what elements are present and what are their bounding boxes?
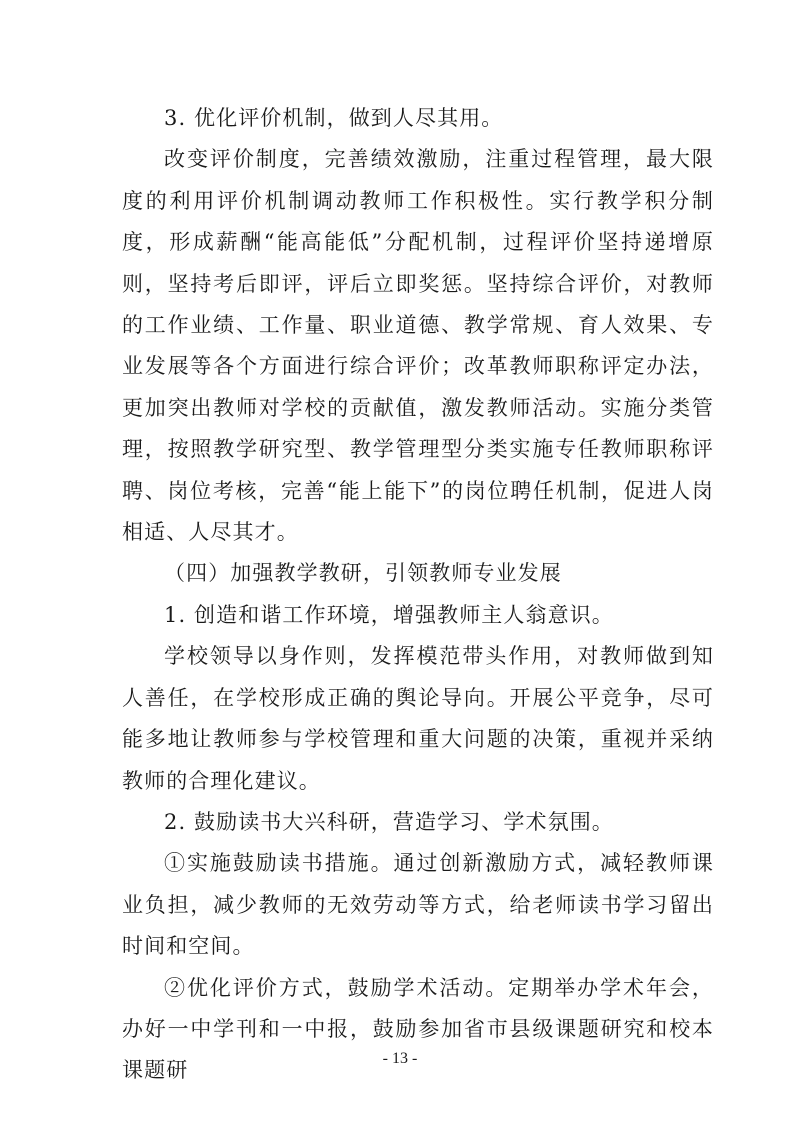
section-heading-teaching-research: （四）加强教学教研，引领教师专业发展: [164, 561, 562, 586]
document-body: [122, 98, 714, 1092]
paragraph-academic-activities: ②优化评价方式，鼓励学术活动。定期举办学术年会，办好一中学刊和一中报，鼓励参加省市县级课题研究和校本课题研: [122, 975, 714, 1083]
subheading-reading-research: 2. 鼓励读书大兴科研，营造学习、学术氛围。: [164, 809, 614, 834]
paragraph-school-leadership: 学校领导以身作则，发挥模范带头作用，对教师做到知人善任，在学校形成正确的舆论导向。开展公平竞争，尽可能多地让教师参与学校管理和重大问题的决策，重视并采纳教师的合理化建议。: [122, 644, 714, 793]
paragraph-reading-measures: ①实施鼓励读书措施。通过创新激励方式，减轻教师课业负担，减少教师的无效劳动等方式，给老师读书学习留出时间和空间。: [122, 851, 714, 959]
paragraph-evaluation-reform: 改变评价制度，完善绩效激励，注重过程管理，最大限度的利用评价机制调动教师工作积极性。实行教学积分制度，形成薪酬“能高能低”分配机制，过程评价坚持递增原则，坚持考后即评，评后立即奖惩。坚持综合评价，对教师的工作业绩、工作量、职业道德、教学常规、育人效果、专业发展等各个方面进行综合评价；改革教师职称评定办法，更加突出教师对学校的贡献值，激发教师活动。实施分类管理，按照教学研究型、教学管理型分类实施专任教师职称评聘、岗位考核，完善“能上能下”的岗位聘任机制，促进人岗相适、人尽其才。: [122, 147, 714, 545]
subheading-evaluation-mechanism: 3. 优化评价机制，做到人尽其用。: [164, 106, 504, 130]
subheading-harmonious-environment: 1. 创造和谐工作环境，增强教师主人翁意识。: [164, 602, 614, 627]
page-number: - 13 -: [382, 1050, 418, 1067]
